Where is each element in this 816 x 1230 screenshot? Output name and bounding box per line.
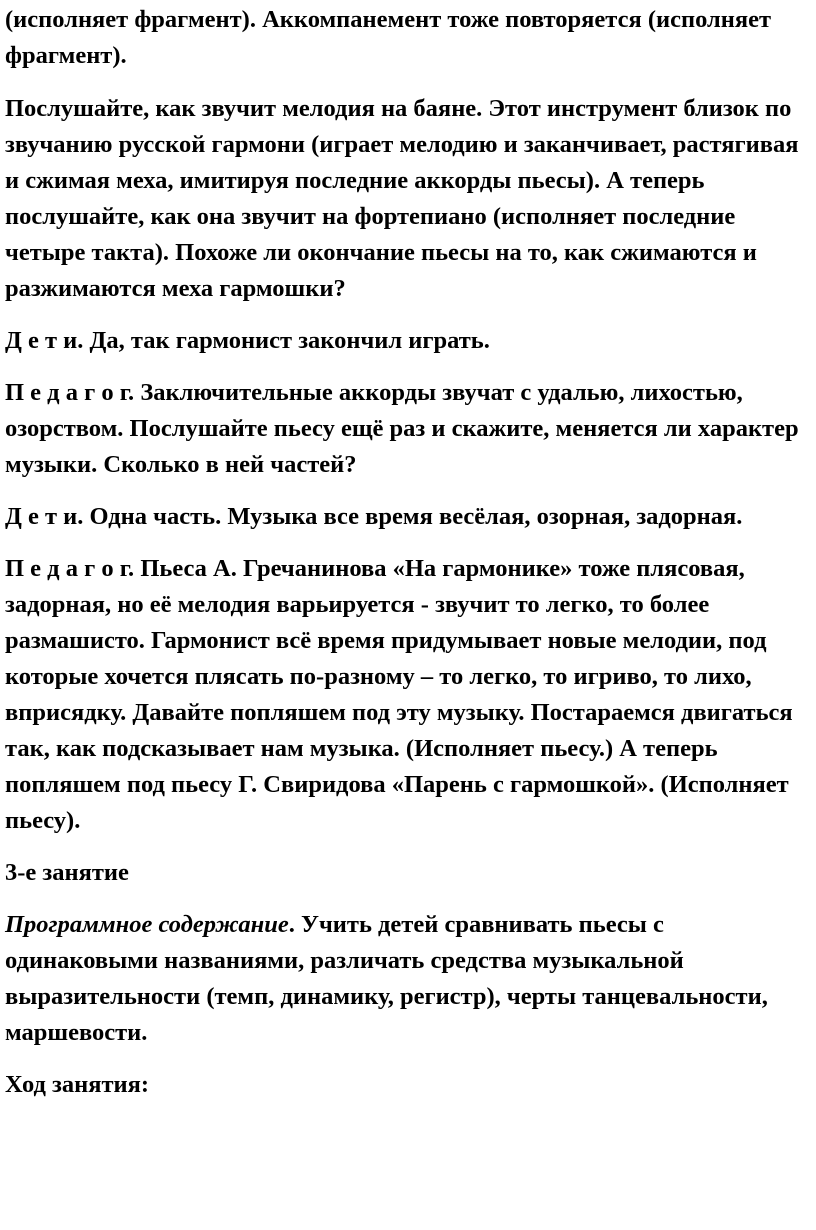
heading-text: 3-е занятие	[5, 859, 129, 886]
speaker-label: П е д а г о г.	[5, 379, 135, 406]
section-heading-lesson-progress	[5, 1067, 816, 1103]
paragraph-text: Заключительные аккорды звучат с удалью, лихостью, озорством. Послушайте пьесу ещё раз и скажите, меняется ли характер музыки. Сколько в ней частей?	[5, 379, 799, 478]
paragraph-performance-note	[5, 2, 816, 74]
paragraph-text: (исполняет фрагмент). Аккомпанемент тоже повторяется (исполняет фрагмент).	[5, 6, 772, 69]
paragraph-teacher-remark-2	[5, 551, 816, 839]
paragraph-teacher-remark-1	[5, 375, 816, 483]
paragraph-text: Послушайте, как звучит мелодия на баяне. Этот инструмент близок по звучанию русской гармони (играет мелодию и заканчивает, растягивая и сжимая меха, имитируя последние аккорды пьесы). А теперь послушайте, как она звучит на фортепиано (исполняет последние четыре такта). Похоже ли окончание пьесы на то, как сжимаются и разжимаются меха гармошки?	[5, 95, 799, 302]
paragraph-text: Пьеса А. Гречанинова «На гармонике» тоже плясовая, задорная, но её мелодия варьируется - звучит то легко, то более размашисто. Гармонист всё время придумывает новые мелодии, под которые хочется плясать по-разному – то легко, то игриво, то лихо, вприсядку. Давайте попляшем под эту музыку. Постараемся двигаться так, как подсказывает нам музыка. (Исполняет пьесу.) А теперь попляшем под пьесу Г. Свиридова «Парень с гармошкой». (Исполняет пьесу).	[5, 555, 793, 834]
heading-text: Ход занятия:	[5, 1071, 150, 1098]
paragraph-bayan-listening	[5, 91, 816, 307]
paragraph-children-reply-1	[5, 323, 816, 359]
paragraph-text: Да, так гармонист закончил играть.	[83, 327, 490, 354]
paragraph-text: Одна часть. Музыка все время весёлая, озорная, задорная.	[83, 503, 743, 530]
paragraph-children-reply-2	[5, 499, 816, 535]
program-content-label: Программное содержание	[5, 911, 289, 938]
paragraph-text: . Учить детей сравнивать пьесы с одинаковыми названиями, различать средства музыкальной выразительности (темп, динамику, регистр), черты танцевальности, маршевости.	[5, 911, 768, 1046]
speaker-label: Д е т и.	[5, 503, 84, 530]
paragraph-program-content	[5, 907, 816, 1051]
speaker-label: Д е т и.	[5, 327, 84, 354]
section-heading-lesson-3	[5, 855, 816, 891]
speaker-label: П е д а г о г.	[5, 555, 135, 582]
